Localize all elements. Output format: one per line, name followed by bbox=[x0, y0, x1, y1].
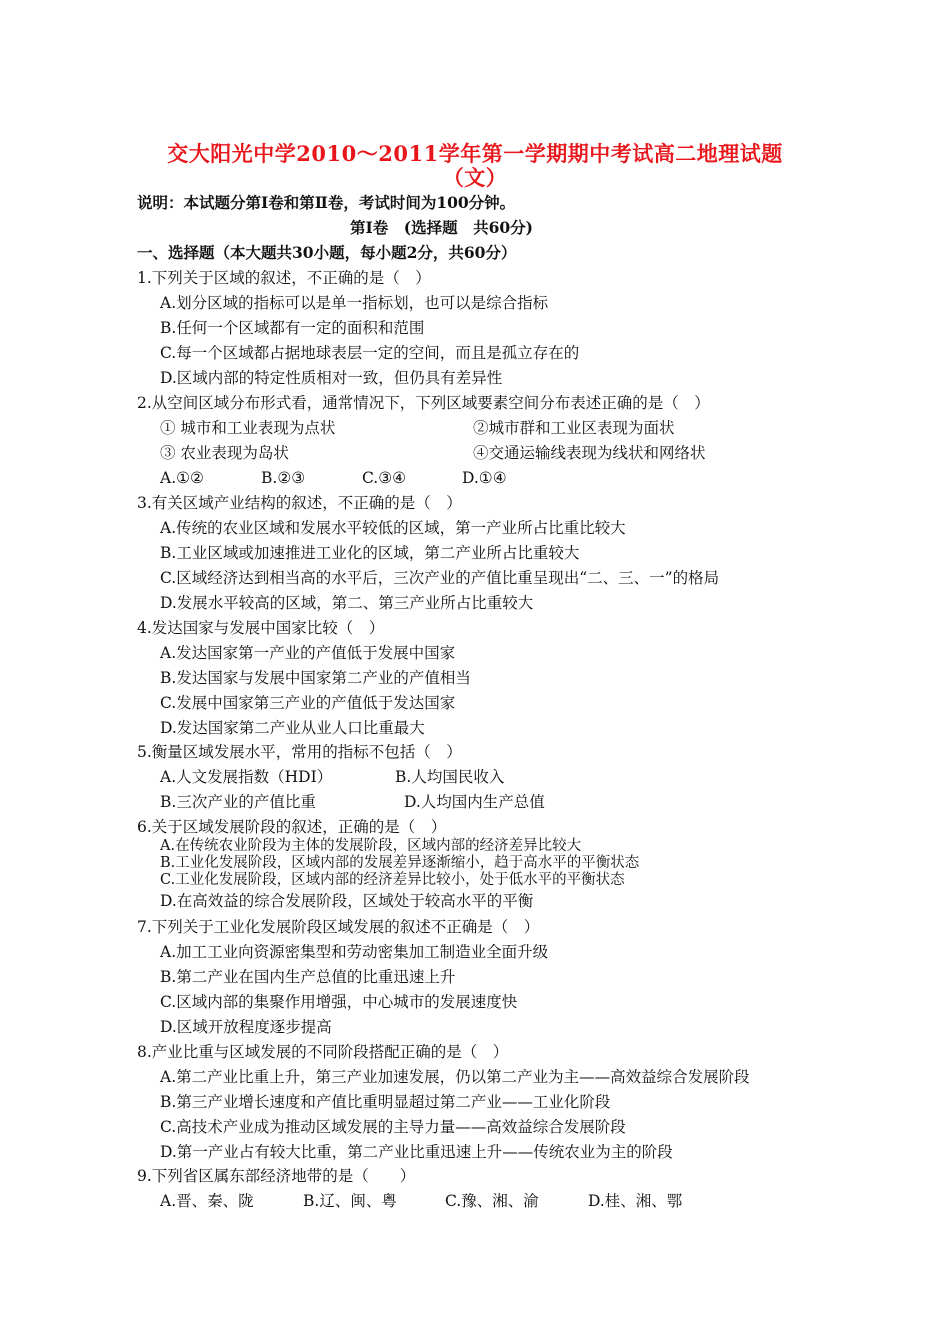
option: D.区域内部的特定性质相对一致，但仍具有差异性 bbox=[160, 369, 503, 387]
option: A.晋、秦、陇 bbox=[160, 1192, 254, 1210]
question-stem: 5.衡量区域发展水平，常用的指标不包括（ ） bbox=[137, 743, 462, 761]
question-stem: 7.下列关于工业化发展阶段区域发展的叙述不正确是（ ） bbox=[137, 918, 540, 936]
option: B.辽、闽、粤 bbox=[303, 1192, 397, 1210]
option: A.划分区域的指标可以是单一指标划，也可以是综合指标 bbox=[160, 294, 549, 312]
option: C.发展中国家第三产业的产值低于发达国家 bbox=[160, 694, 456, 712]
option: C.豫、湘、渝 bbox=[445, 1192, 539, 1210]
option: B.第三产业增长速度和产值比重明显超过第二产业——工业化阶段 bbox=[160, 1093, 611, 1111]
option: B.第二产业在国内生产总值的比重迅速上升 bbox=[160, 968, 456, 986]
option: A.传统的农业区域和发展水平较低的区域，第一产业所占比重比较大 bbox=[160, 519, 626, 537]
option: C.每一个区域都占据地球表层一定的空间，而且是孤立存在的 bbox=[160, 344, 580, 362]
option: C.③④ bbox=[362, 469, 407, 487]
option: B.发达国家与发展中国家第二产业的产值相当 bbox=[160, 669, 471, 687]
question-stem: 1.下列关于区域的叙述，不正确的是（ ） bbox=[137, 269, 431, 287]
option: A.加工工业向资源密集型和劳动密集加工制造业全面升级 bbox=[160, 943, 549, 961]
option: D.人均国内生产总值 bbox=[404, 793, 545, 811]
option: B.工业区域或加速推进工业化的区域，第二产业所占比重较大 bbox=[160, 544, 580, 562]
statement-item: ① 城市和工业表现为点状 bbox=[160, 419, 336, 437]
statement-item: ③ 农业表现为岛状 bbox=[160, 444, 289, 462]
part1-heading: 第Ⅰ卷 (选择题 共60分) bbox=[350, 218, 533, 237]
option: C.区域经济达到相当高的水平后，三次产业的产值比重呈现出“二、三、一”的格局 bbox=[160, 569, 720, 587]
option: A.第二产业比重上升，第三产业加速发展，仍以第二产业为主——高效益综合发展阶段 bbox=[160, 1068, 750, 1086]
option: D.区域开放程度逐步提高 bbox=[160, 1018, 332, 1036]
option: B.人均国民收入 bbox=[395, 768, 505, 786]
option: D.发展水平较高的区域，第二、第三产业所占比重较大 bbox=[160, 594, 534, 612]
option: B.任何一个区域都有一定的面积和范围 bbox=[160, 319, 425, 337]
option: B.工业化发展阶段，区域内部的发展差异逐渐缩小，趋于高水平的平衡状态 bbox=[160, 855, 640, 871]
option: D.在高效益的综合发展阶段，区域处于较高水平的平衡 bbox=[160, 892, 534, 910]
option: B.②③ bbox=[261, 469, 306, 487]
question-stem: 4.发达国家与发展中国家比较（ ） bbox=[137, 619, 385, 637]
option: C.高技术产业成为推动区域发展的主导力量——高效益综合发展阶段 bbox=[160, 1118, 626, 1136]
question-stem: 3.有关区域产业结构的叙述，不正确的是（ ） bbox=[137, 494, 462, 512]
option: A.在传统农业阶段为主体的发展阶段，区域内部的经济差异比较大 bbox=[160, 838, 582, 854]
option: C.工业化发展阶段，区域内部的经济差异比较小，处于低水平的平衡状态 bbox=[160, 872, 625, 888]
option: A.发达国家第一产业的产值低于发展中国家 bbox=[160, 644, 456, 662]
option: A.人文发展指数（HDI） bbox=[160, 768, 333, 786]
option: D.①④ bbox=[462, 469, 507, 487]
question-stem: 9.下列省区属东部经济地带的是（ ） bbox=[137, 1167, 416, 1185]
question-stem: 8.产业比重与区域发展的不同阶段搭配正确的是（ ） bbox=[137, 1043, 509, 1061]
option: D.第一产业占有较大比重，第二产业比重迅速上升——传统农业为主的阶段 bbox=[160, 1143, 673, 1161]
question-stem: 2.从空间区域分布形式看，通常情况下，下列区域要素空间分布表述正确的是（ ） bbox=[137, 394, 710, 412]
option: C.区域内部的集聚作用增强，中心城市的发展速度快 bbox=[160, 993, 518, 1011]
option: A.①② bbox=[160, 469, 204, 487]
question-stem: 6.关于区域发展阶段的叙述，正确的是（ ） bbox=[137, 818, 447, 836]
instructions: 说明：本试题分第Ⅰ卷和第Ⅱ卷，考试时间为100分钟。 bbox=[137, 193, 516, 212]
option: B.三次产业的产值比重 bbox=[160, 793, 316, 811]
section-heading: 一、选择题（本大题共30小题，每小题2分，共60分） bbox=[137, 243, 517, 262]
option: D.发达国家第二产业从业人口比重最大 bbox=[160, 719, 425, 737]
option: D.桂、湘、鄂 bbox=[588, 1192, 683, 1210]
statement-item: ④交通运输线表现为线状和网络状 bbox=[473, 444, 706, 462]
statement-item: ②城市群和工业区表现为面状 bbox=[473, 419, 675, 437]
exam-title: 交大阳光中学2010～2011学年第一学期期中考试高二地理试题 bbox=[167, 141, 783, 166]
exam-subtitle: （文） bbox=[442, 165, 508, 190]
